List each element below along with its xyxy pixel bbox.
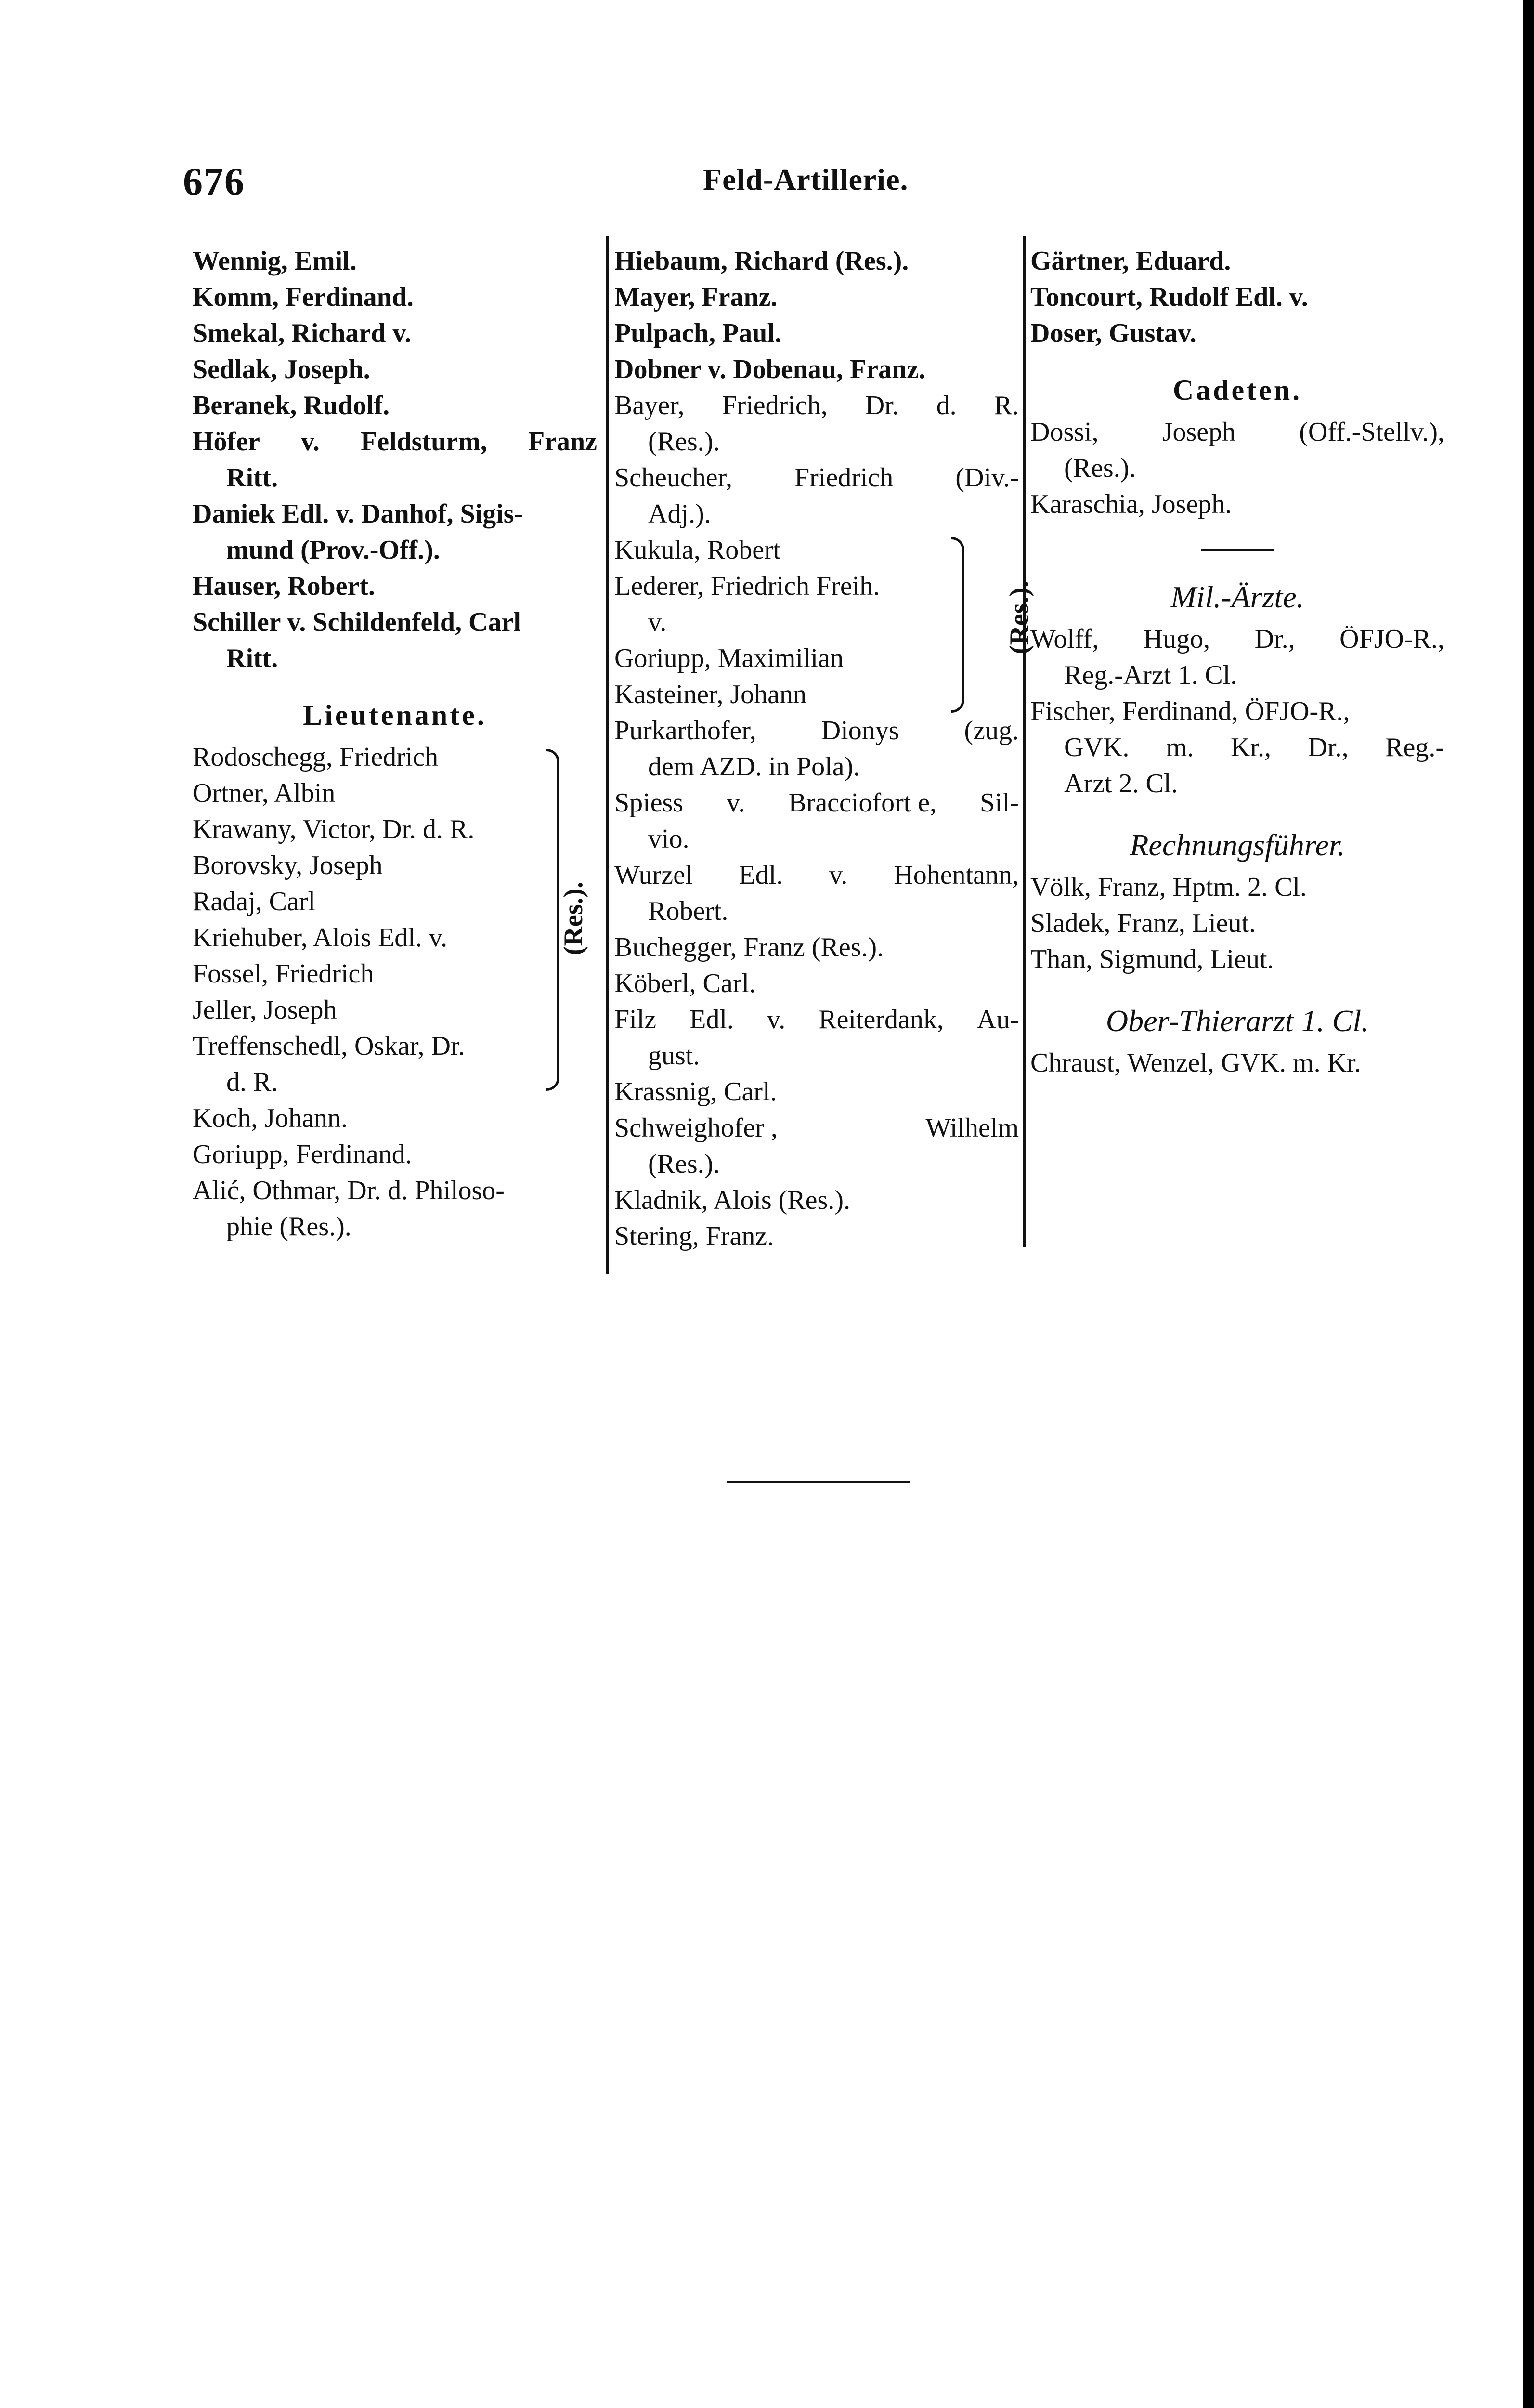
end-rule [727, 1481, 910, 1483]
word: Friedrich [794, 463, 894, 493]
word: Hugo, [1143, 624, 1210, 654]
word: Scheucher, [614, 463, 732, 493]
entry-line: Koch, Johann. [193, 1103, 348, 1133]
entry-line: Wennig, Emil. [193, 246, 357, 276]
entry-line: Alić, Othmar, Dr. d. Philoso- [193, 1176, 505, 1205]
word: Edl. [739, 860, 783, 890]
entry-line: Sladek, Franz, Lieut. [1030, 908, 1256, 938]
entry-continuation [1030, 730, 1444, 766]
entry-line: Kukula, Robert [614, 535, 781, 565]
entry-line: Smekal, Richard v. [193, 318, 412, 348]
word: Dr., [1254, 624, 1295, 654]
entry-continuation: Ritt. [226, 643, 278, 673]
entry-line [614, 857, 1019, 893]
entry-line: Jeller, Joseph [193, 995, 337, 1025]
entry-line: Sedlak, Joseph. [193, 354, 370, 384]
word: Reiterdank, [819, 1005, 944, 1034]
word: Dr., [1308, 733, 1349, 762]
word: Au- [976, 1005, 1019, 1034]
entry-line: Komm, Ferdinand. [193, 282, 414, 312]
page-number: 676 [183, 159, 245, 203]
entry-line: Kriehuber, Alois Edl. v. [193, 923, 448, 953]
entry-line [1030, 621, 1444, 657]
entry-line: Krassnig, Carl. [614, 1077, 777, 1107]
entry-line [614, 785, 1019, 821]
entry-line [614, 1110, 1019, 1146]
entry-line: Daniek Edl. v. Danhof, Sigis- [193, 499, 523, 529]
entry-line: Stering, Franz. [614, 1221, 774, 1251]
brace-bracket [546, 749, 559, 1091]
word: Wolff, [1030, 624, 1099, 654]
word: ÖFJO-R., [1339, 624, 1444, 654]
entry-line: Kladnik, Alois (Res.). [614, 1185, 850, 1215]
word: GVK. [1064, 733, 1130, 762]
entry-line: Gärtner, Eduard. [1030, 246, 1231, 276]
column-two [614, 243, 1035, 1255]
word: Bracciofort e, [788, 788, 937, 818]
entry-line [193, 424, 597, 460]
section-heading-lieutenante: Lieutenante. [303, 699, 487, 731]
entry-continuation: dem AZD. in Pola). [648, 752, 860, 782]
page-header [183, 159, 1454, 212]
entry-line: Köberl, Carl. [614, 968, 756, 998]
entry-line: Toncourt, Rudolf Edl. v. [1030, 282, 1308, 312]
entry-line: Mayer, Franz. [614, 282, 778, 312]
word: (Off.-Stellv.), [1299, 417, 1444, 447]
word: Höfer [193, 427, 260, 457]
word: Schweighofer , [614, 1113, 778, 1143]
entry-line: Borovsky, Joseph [193, 851, 383, 880]
entry-line: Chraust, Wenzel, GVK. m. Kr. [1030, 1048, 1361, 1078]
entry-continuation: Ritt. [226, 463, 278, 493]
entry-line: Fischer, Ferdinand, ÖFJO-R., [1030, 696, 1350, 726]
entry-line: Goriupp, Maximilian [614, 643, 844, 673]
page-edge-shadow [1523, 0, 1534, 2408]
word: Dionys [821, 716, 899, 746]
word: R. [994, 391, 1019, 420]
word: v. [301, 427, 320, 457]
entry-line: Rodoschegg, Friedrich [193, 742, 439, 772]
entry-line: Karaschia, Joseph. [1030, 489, 1232, 519]
entry-line: Treffenschedl, Oskar, Dr. [193, 1031, 465, 1061]
entry-line: Kasteiner, Johann [614, 680, 806, 709]
column-divider-left [606, 236, 609, 1274]
entry-line [614, 713, 1019, 749]
entry-line [614, 460, 1019, 496]
entry-line: Radaj, Carl [193, 887, 316, 916]
entry-line [614, 388, 1019, 424]
entry-line: Beranek, Rudolf. [193, 391, 390, 420]
entry-line: Pulpach, Paul. [614, 318, 781, 348]
word: Spiess [614, 788, 684, 818]
entry-line: Hiebaum, Richard (Res.). [614, 246, 909, 276]
word: d. [936, 391, 957, 420]
entry-line: Fossel, Friedrich [193, 959, 374, 989]
word: Reg.- [1385, 733, 1444, 762]
entry-continuation: (Res.). [648, 427, 720, 457]
section-heading-ober-thierarzt: Ober-Thierarzt 1. Cl. [1105, 1004, 1369, 1038]
word: Friedrich, [722, 391, 828, 420]
entry-continuation: mund (Prov.-Off.). [226, 535, 440, 565]
entry-continuation: (Res.). [648, 1149, 720, 1179]
column-one [193, 243, 597, 1245]
entry-line: Lederer, Friedrich Freih. [614, 571, 880, 601]
word: Purkarthofer, [614, 716, 756, 746]
column-three [1030, 243, 1444, 1081]
entry-line: Hauser, Robert. [193, 571, 376, 601]
word: Bayer, [614, 391, 685, 420]
entry-line [614, 1002, 1019, 1038]
word: v. [727, 788, 745, 818]
word: Dossi, [1030, 417, 1099, 447]
word: Wilhelm [925, 1113, 1019, 1143]
word: Wurzel [614, 860, 693, 890]
entry-continuation: (Res.). [1064, 453, 1136, 483]
word: Edl. [689, 1005, 734, 1034]
entry-line: Doser, Gustav. [1030, 318, 1196, 348]
entry-continuation: Adj.). [648, 499, 711, 529]
reserve-label: (Res.). [559, 881, 589, 955]
running-title: Feld-Artillerie. [703, 162, 909, 196]
entry-line: Buchegger, Franz (Res.). [614, 932, 884, 962]
entry-continuation: vio. [648, 824, 689, 854]
word: Joseph [1162, 417, 1236, 447]
entry-line: Krawany, Victor, Dr. d. R. [193, 814, 475, 844]
word: Feldsturm, [361, 427, 487, 457]
section-heading-mil-aerzte: Mil.-Ärzte. [1170, 580, 1304, 614]
word: Franz [528, 427, 597, 457]
entry-continuation: Robert. [648, 896, 728, 926]
word: v. [829, 860, 848, 890]
word: (Div.- [955, 463, 1019, 493]
entry-line: Ortner, Albin [193, 778, 336, 808]
entry-continuation: Reg.-Arzt 1. Cl. [1064, 660, 1237, 690]
word: (zug. [964, 716, 1019, 746]
word: Hohentann, [894, 860, 1019, 890]
column-divider-right [1023, 236, 1026, 1247]
entry-line: Schiller v. Schildenfeld, Carl [193, 607, 521, 637]
reserve-group [614, 532, 1035, 713]
word: Dr. [865, 391, 899, 420]
word: Filz [614, 1005, 657, 1034]
entry-line: Than, Sigmund, Lieut. [1030, 944, 1274, 974]
entry-continuation: Arzt 2. Cl. [1064, 769, 1178, 798]
section-heading-cadeten: Cadeten. [1172, 374, 1302, 406]
word: v. [767, 1005, 786, 1034]
brace-bracket [951, 537, 964, 713]
entry-line: Dobner v. Dobenau, Franz. [614, 354, 926, 384]
entry-continuation: v. [648, 607, 667, 637]
entry-line: Goriupp, Ferdinand. [193, 1139, 412, 1169]
word: m. [1166, 733, 1194, 762]
reserve-group [193, 739, 597, 1100]
entry-continuation: gust. [648, 1041, 700, 1071]
word: Sil- [980, 788, 1019, 818]
entry-line [1030, 414, 1444, 450]
entry-line: Völk, Franz, Hptm. 2. Cl. [1030, 872, 1307, 902]
entry-continuation: d. R. [226, 1067, 278, 1097]
section-rule [1201, 549, 1274, 551]
reserve-label: (Res.). [1004, 580, 1035, 654]
section-heading-rechnungsfuehrer: Rechnungsführer. [1130, 828, 1345, 862]
word: Kr., [1231, 733, 1272, 762]
entry-continuation: phie (Res.). [226, 1212, 351, 1242]
